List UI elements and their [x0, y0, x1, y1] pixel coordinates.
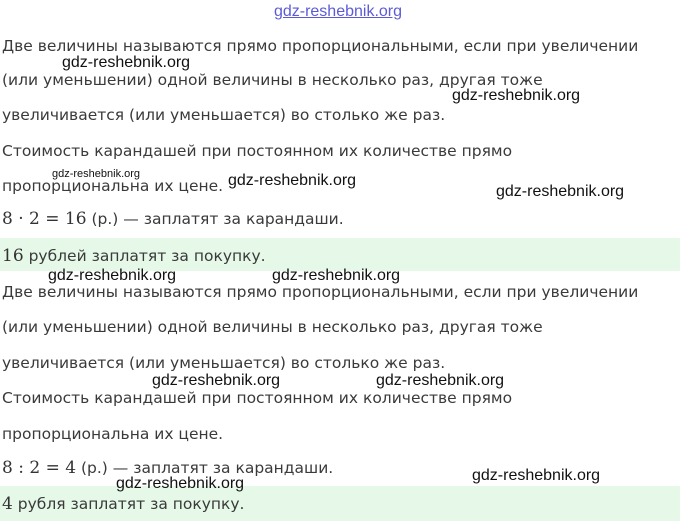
calculation-expression: 8 · 2 = 16 [2, 209, 87, 229]
answer-line [2, 494, 245, 514]
statement-line-2: пропорциональна их цене. [2, 425, 224, 443]
calculation-text: — заплатят за карандаши. [107, 459, 334, 477]
watermark: gdz-reshebnik.org [272, 267, 401, 284]
answer-number: 16 [2, 246, 24, 266]
answer-line [2, 246, 266, 266]
definition-line-2: (или уменьшении) одной величины в несколько раз, другая тоже [2, 71, 543, 89]
definition-line-3: увеличивается (или уменьшается) во столько же раз. [2, 106, 446, 124]
definition-line-3: увеличивается (или уменьшается) во столько же раз. [2, 354, 446, 372]
calculation-expression: 8 : 2 = 4 [2, 458, 77, 478]
watermark: gdz-reshebnik.org [472, 467, 601, 484]
statement-line-2: пропорциональна их цене. [2, 177, 224, 195]
calculation-unit: (р.) [80, 459, 108, 477]
answer-text: рублей заплатят за покупку. [23, 247, 266, 265]
watermark: gdz-reshebnik.org [496, 183, 625, 200]
watermark: gdz-reshebnik.org [228, 172, 357, 189]
definition-line-2: (или уменьшении) одной величины в несколько раз, другая тоже [2, 318, 543, 336]
watermark: gdz-reshebnik.org [152, 372, 281, 389]
calculation-text: — заплатят за карандаши. [118, 210, 344, 228]
answer-text: рубля заплатят за покупку. [12, 495, 245, 513]
calculation-line [2, 209, 344, 229]
definition-line-1: Две величины называются прямо пропорциональными, если при увеличении [2, 283, 639, 301]
site-header [0, 0, 680, 24]
calculation-unit: (р.) [91, 210, 119, 228]
watermark: gdz-reshebnik.org [376, 372, 505, 389]
watermark: gdz-reshebnik.org [116, 475, 245, 492]
statement-line-1: Стоимость карандашей при постоянном их количестве прямо [2, 142, 513, 160]
site-link[interactable]: gdz-reshebnik.org [273, 3, 403, 20]
answer-number: 4 [2, 494, 13, 514]
watermark: gdz-reshebnik.org [62, 54, 191, 71]
watermark: gdz-reshebnik.org [452, 87, 581, 104]
statement-line-1: Стоимость карандашей при постоянном их количестве прямо [2, 389, 513, 407]
definition-line-1: Две величины называются прямо пропорциональными, если при увеличении [2, 37, 639, 55]
watermark: gdz-reshebnik.org [48, 267, 177, 284]
watermark: gdz-reshebnik.org [52, 168, 141, 180]
